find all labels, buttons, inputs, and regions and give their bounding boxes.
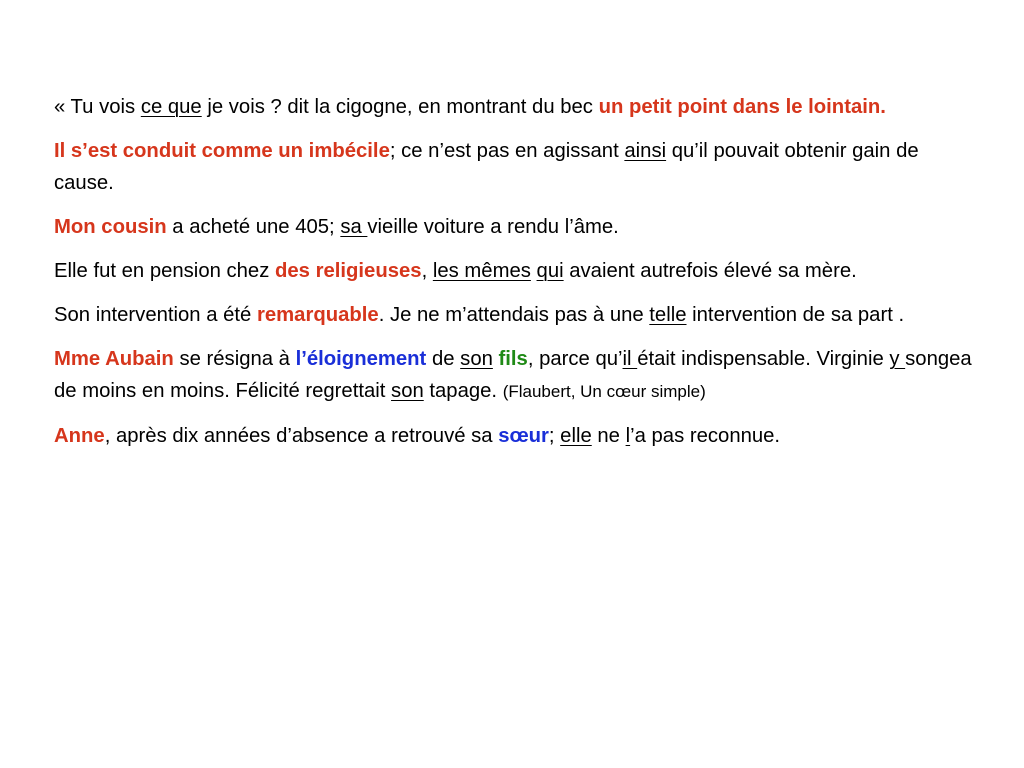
underlined-word: l [625, 425, 631, 447]
highlighted-phrase-green: fils [498, 348, 528, 370]
underlined-word: y [889, 348, 906, 370]
highlighted-phrase-blue: sœur [498, 425, 549, 447]
highlighted-phrase: Anne [54, 425, 105, 447]
text-run: vieille voiture a rendu l’âme. [367, 216, 619, 238]
paragraph-imbecile [54, 135, 976, 199]
paragraph-religieuses [54, 255, 976, 287]
text-run: ; ce n’est pas en agissant [389, 140, 625, 162]
highlighted-phrase: un petit point dans le lointain. [598, 96, 886, 118]
text-run: Elle fut en pension chez [54, 260, 275, 282]
underlined-word: sa [340, 216, 368, 238]
text-run: qu’il pouvait obtenir gain de cause. [54, 140, 919, 194]
underlined-word: qui [536, 260, 564, 282]
text-run: intervention de sa part . [686, 304, 905, 326]
highlighted-phrase: des religieuses [275, 260, 422, 282]
highlighted-phrase: remarquable [256, 304, 379, 326]
paragraph-intervention [54, 299, 976, 331]
text-run: ’a pas reconnue. [630, 425, 781, 447]
underlined-word: son [460, 348, 493, 370]
underlined-word: les mêmes [432, 260, 531, 282]
text-run: se résigna à [173, 348, 296, 370]
paragraph-cigogne [54, 91, 976, 123]
underlined-word: telle [649, 304, 687, 326]
text-run: a acheté une 405; [166, 216, 341, 238]
highlighted-phrase: Mon cousin [54, 216, 167, 238]
text-run: , après dix années d’absence a retrouvé sa [104, 425, 499, 447]
text-run: ne [591, 425, 626, 447]
underlined-word: ainsi [624, 140, 667, 162]
paragraph-anne [54, 420, 976, 452]
text-run: . Je ne m’attendais pas à une [378, 304, 650, 326]
text-run: était indispensable. Virginie [637, 348, 890, 370]
slide-body [54, 91, 976, 464]
underlined-word: elle [560, 425, 592, 447]
text-run: Son intervention a été [54, 304, 257, 326]
underlined-word: il [622, 348, 638, 370]
text-run: ; [548, 425, 561, 447]
text-run: , [421, 260, 433, 282]
citation-source: (Flaubert, Un cœur simple) [502, 382, 706, 401]
highlighted-phrase-blue: l’éloignement [295, 348, 427, 370]
text-run: de [426, 348, 461, 370]
text-run: , parce qu’ [527, 348, 623, 370]
highlighted-phrase: Mme Aubain [54, 348, 174, 370]
paragraph-cousin [54, 211, 976, 243]
underlined-word: son [391, 380, 424, 402]
highlighted-phrase: Il s’est conduit comme un imbécile [54, 140, 390, 162]
text-run: « Tu vois [54, 96, 141, 118]
text-run: avaient autrefois élevé sa mère. [563, 260, 857, 282]
underlined-word: ce que [140, 96, 202, 118]
text-run: je vois ? dit la cigogne, en montrant du bec [201, 96, 599, 118]
paragraph-aubain [54, 343, 976, 408]
text-run: songea de moins en moins. Félicité regrettait [54, 348, 972, 402]
text-run: tapage. [423, 380, 503, 402]
